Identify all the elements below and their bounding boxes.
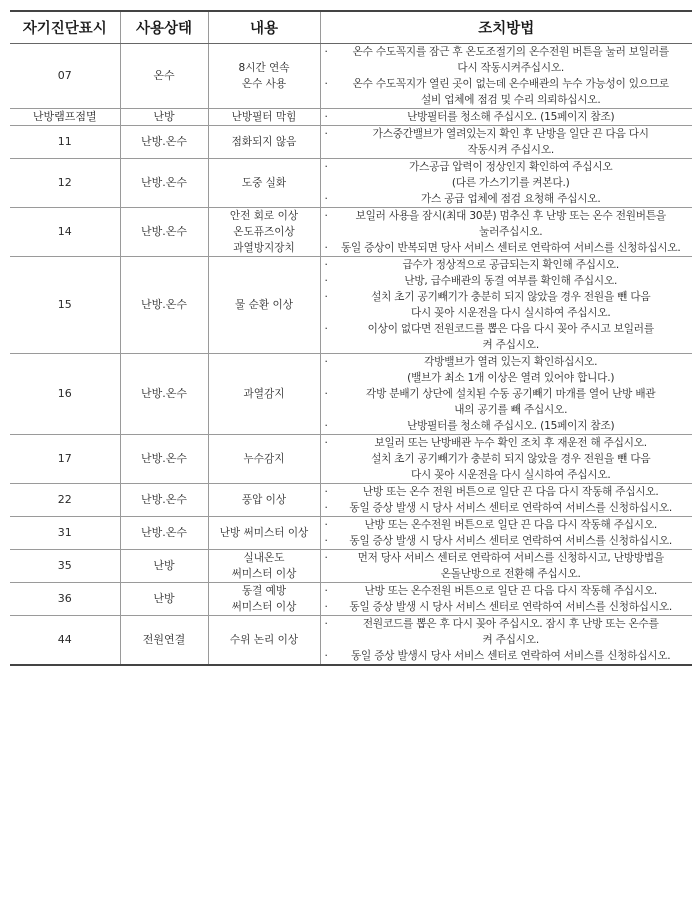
action-item: [324, 550, 690, 582]
action-list: [324, 109, 690, 125]
action-list: [324, 44, 690, 108]
description-line: 온도퓨즈이상: [233, 226, 295, 238]
description-line: 난방필터 막힘: [231, 111, 297, 123]
usage-state-cell: 온수: [120, 44, 208, 109]
usage-state-cell: 난방.온수: [120, 208, 208, 257]
usage-state-cell: 난방.온수: [120, 435, 208, 484]
description-cell: [208, 354, 320, 435]
usage-state-cell: 난방.온수: [120, 484, 208, 517]
action-line: · 온수 수도꼭지가 열린 곳이 없는데 온수배관의 누수 가능성이 있으므로: [352, 78, 669, 90]
action-item: [324, 208, 690, 240]
action-line: 내의 공기를 빼 주십시오.: [454, 404, 568, 416]
action-line: · 이상이 없다면 전원코드를 뽑은 다음 다시 꽂아 주시고 보일러를: [367, 323, 654, 335]
table-row: [10, 44, 692, 109]
action-list: [324, 208, 690, 256]
error-code-cell: 35: [10, 550, 120, 583]
description-line: 안전 회로 이상: [229, 210, 299, 222]
description-line: 물 순환 이상: [235, 299, 293, 311]
table-row: [10, 257, 692, 354]
action-line: 눌러주십시오.: [479, 226, 543, 238]
action-item: [324, 418, 690, 434]
action-cell: [320, 354, 692, 435]
error-code-cell: 44: [10, 616, 120, 666]
description-line: 실내온도: [243, 552, 285, 564]
action-list: [324, 257, 690, 353]
action-item: [324, 616, 690, 648]
usage-state-cell: 난방.온수: [120, 354, 208, 435]
error-code-cell: 12: [10, 159, 120, 208]
description-cell: [208, 109, 320, 126]
action-item: [324, 76, 690, 108]
table-row: [10, 517, 692, 550]
action-item: [324, 321, 690, 353]
action-item: [324, 648, 690, 664]
action-line: · 동일 증상 발생 시 당사 서비스 센터로 연락하여 서비스를 신청하십시오.: [349, 502, 673, 514]
action-cell: [320, 550, 692, 583]
description-cell: [208, 550, 320, 583]
error-code-cell: 36: [10, 583, 120, 616]
action-line: (다른 가스기기를 켜본다.): [451, 177, 570, 189]
header-usage: 사용상태: [120, 11, 208, 44]
table-row: [10, 126, 692, 159]
action-line: 작동시켜 주십시오.: [467, 144, 555, 156]
description-line: 써미스터 이상: [231, 568, 297, 580]
action-line: · 동일 증상 발생 시 당사 서비스 센터로 연락하여 서비스를 신청하십시오.: [349, 601, 673, 613]
action-list: [324, 616, 690, 664]
action-line: · 설치 초기 공기빼기가 충분히 되지 않았을 경우 전원을 뺀 다음: [371, 291, 651, 303]
description-cell: [208, 257, 320, 354]
action-line: · 난방 또는 온수 전원 버튼으로 일단 끈 다음 다시 작동해 주십시오.: [362, 486, 659, 498]
usage-state-cell: 난방: [120, 583, 208, 616]
header-description: 내용: [208, 11, 320, 44]
action-item: [324, 257, 690, 273]
action-line: 다시 꽂아 시운전을 다시 실시하여 주십시오.: [410, 307, 611, 319]
action-line: · 급수가 정상적으로 공급되는지 확인해 주십시오.: [402, 259, 619, 271]
action-line: 다시 꽂아 시운전을 다시 실시하여 주십시오.: [410, 469, 611, 481]
description-cell: [208, 208, 320, 257]
action-line: · 가스공급 압력이 정상인지 확인하여 주십시오: [409, 161, 613, 173]
action-line: · 난방필터를 청소해 주십시오. (15페이지 참조): [407, 111, 615, 123]
action-item: [324, 109, 690, 125]
action-list: [324, 354, 690, 434]
description-line: 동결 예방: [241, 585, 287, 597]
action-cell: [320, 435, 692, 484]
action-line: 켜 주십시오.: [482, 339, 539, 351]
description-line: 난방 써미스터 이상: [219, 527, 309, 539]
table-row: [10, 109, 692, 126]
description-cell: [208, 126, 320, 159]
error-code-cell: 16: [10, 354, 120, 435]
action-item: [324, 599, 690, 615]
table-row: [10, 208, 692, 257]
action-item: [324, 44, 690, 76]
table-row: [10, 484, 692, 517]
description-line: 풍압 이상: [241, 494, 287, 506]
action-item: [324, 484, 690, 500]
table-row: [10, 435, 692, 484]
action-line: 다시 작동시켜주십시오.: [457, 62, 565, 74]
action-cell: [320, 126, 692, 159]
description-line: 과열방지장치: [233, 242, 295, 254]
action-line: 설비 업체에 점검 및 수리 의뢰하십시오.: [420, 94, 601, 106]
action-line: 설치 초기 공기빼기가 충분히 되지 않았을 경우 전원을 뺀 다음: [371, 453, 651, 465]
action-cell: [320, 208, 692, 257]
action-item: [324, 126, 690, 158]
error-code-cell: 17: [10, 435, 120, 484]
usage-state-cell: 난방.온수: [120, 159, 208, 208]
action-cell: [320, 484, 692, 517]
usage-state-cell: 난방.온수: [120, 126, 208, 159]
header-code: 자기진단표시: [10, 11, 120, 44]
action-item: [324, 354, 690, 386]
action-list: [324, 435, 690, 483]
action-item: [324, 386, 690, 418]
action-line: · 난방 또는 온수전원 버튼으로 일단 끈 다음 다시 작동해 주십시오.: [364, 519, 658, 531]
description-line: 8시간 연속: [238, 62, 290, 74]
description-cell: [208, 44, 320, 109]
action-cell: [320, 583, 692, 616]
description-cell: [208, 583, 320, 616]
description-cell: [208, 616, 320, 666]
error-code-cell: 난방램프점멸: [10, 109, 120, 126]
action-item: [324, 159, 690, 191]
description-line: 수위 논리 이상: [229, 634, 299, 646]
description-line: 과열감지: [243, 388, 285, 400]
action-cell: [320, 44, 692, 109]
action-line: 온돌난방으로 전환해 주십시오.: [440, 568, 581, 580]
action-line: · 온수 수도꼭지를 잠근 후 온도조절기의 온수전원 버튼을 눌러 보일러를: [352, 46, 669, 58]
action-line: · 난방필터를 청소해 주십시오. (15페이지 참조): [407, 420, 615, 432]
action-line: · 가스 공급 업체에 점검 요청해 주십시오.: [420, 193, 601, 205]
table-row: [10, 354, 692, 435]
error-code-cell: 31: [10, 517, 120, 550]
action-item: [324, 240, 690, 256]
action-list: [324, 126, 690, 158]
usage-state-cell: 난방: [120, 109, 208, 126]
description-cell: [208, 159, 320, 208]
usage-state-cell: 난방.온수: [120, 517, 208, 550]
table-row: [10, 159, 692, 208]
header-action: 조치방법: [320, 11, 692, 44]
action-line: · 동일 증상 발생시 당사 서비스 센터로 연락하여 서비스를 신청하십시오.: [351, 650, 671, 662]
action-line: · 보일러 사용을 잠시(최대 30분) 멈추신 후 난방 또는 온수 전원버튼을: [355, 210, 666, 222]
action-cell: [320, 616, 692, 666]
description-cell: [208, 484, 320, 517]
action-cell: [320, 517, 692, 550]
action-cell: [320, 109, 692, 126]
action-line: · 각방밸브가 열려 있는지 확인하십시오.: [424, 356, 598, 368]
action-line: 켜 주십시오.: [482, 634, 539, 646]
action-list: [324, 484, 690, 516]
description-line: 온수 사용: [241, 78, 287, 90]
action-line: · 가스중간밸브가 열려있는지 확인 후 난방을 일단 끈 다음 다시: [372, 128, 649, 140]
header-row: [10, 11, 692, 44]
action-cell: [320, 159, 692, 208]
error-code-cell: 07: [10, 44, 120, 109]
action-line: · 난방, 급수배관의 동결 여부를 확인해 주십시오.: [404, 275, 618, 287]
usage-state-cell: 전원연결: [120, 616, 208, 666]
action-list: [324, 583, 690, 615]
action-item: [324, 533, 690, 549]
action-item: [324, 289, 690, 321]
description-line: 써미스터 이상: [231, 601, 297, 613]
action-list: [324, 159, 690, 207]
action-item: [324, 500, 690, 516]
action-line: · 전원코드를 뽑은 후 다시 꽂아 주십시오. 잠시 후 난방 또는 온수를: [362, 618, 659, 630]
action-line: · 동일 증상이 반복되면 당사 서비스 센터로 연락하여 서비스를 신청하십시오.: [340, 242, 681, 254]
error-code-table: [10, 10, 692, 666]
table-row: [10, 616, 692, 666]
action-line: · 보일러 또는 난방배관 누수 확인 조치 후 재운전 해 주십시오.: [374, 437, 647, 449]
action-item: [324, 517, 690, 533]
usage-state-cell: 난방: [120, 550, 208, 583]
description-line: 누수감지: [243, 453, 285, 465]
error-code-cell: 14: [10, 208, 120, 257]
action-item: [324, 273, 690, 289]
error-code-cell: 15: [10, 257, 120, 354]
table-row: [10, 550, 692, 583]
description-line: 도중 실화: [241, 177, 287, 189]
action-line: · 먼저 당사 서비스 센터로 연락하여 서비스를 신청하시고, 난방방법을: [357, 552, 664, 564]
action-item: [324, 191, 690, 207]
action-item: [324, 435, 690, 483]
error-code-cell: 11: [10, 126, 120, 159]
usage-state-cell: 난방.온수: [120, 257, 208, 354]
action-line: · 난방 또는 온수전원 버튼으로 일단 끈 다음 다시 작동해 주십시오.: [364, 585, 658, 597]
description-cell: [208, 517, 320, 550]
action-line: (밸브가 최소 1개 이상은 열려 있어야 합니다.): [407, 372, 615, 384]
action-list: [324, 517, 690, 549]
error-code-cell: 22: [10, 484, 120, 517]
description-cell: [208, 435, 320, 484]
table-row: [10, 583, 692, 616]
action-line: · 각방 분배기 상단에 설치된 수동 공기빼기 마개를 열어 난방 배관: [366, 388, 656, 400]
description-line: 점화되지 않음: [231, 136, 297, 148]
action-item: [324, 583, 690, 599]
action-line: · 동일 증상 발생 시 당사 서비스 센터로 연락하여 서비스를 신청하십시오.: [349, 535, 673, 547]
action-list: [324, 550, 690, 582]
action-cell: [320, 257, 692, 354]
